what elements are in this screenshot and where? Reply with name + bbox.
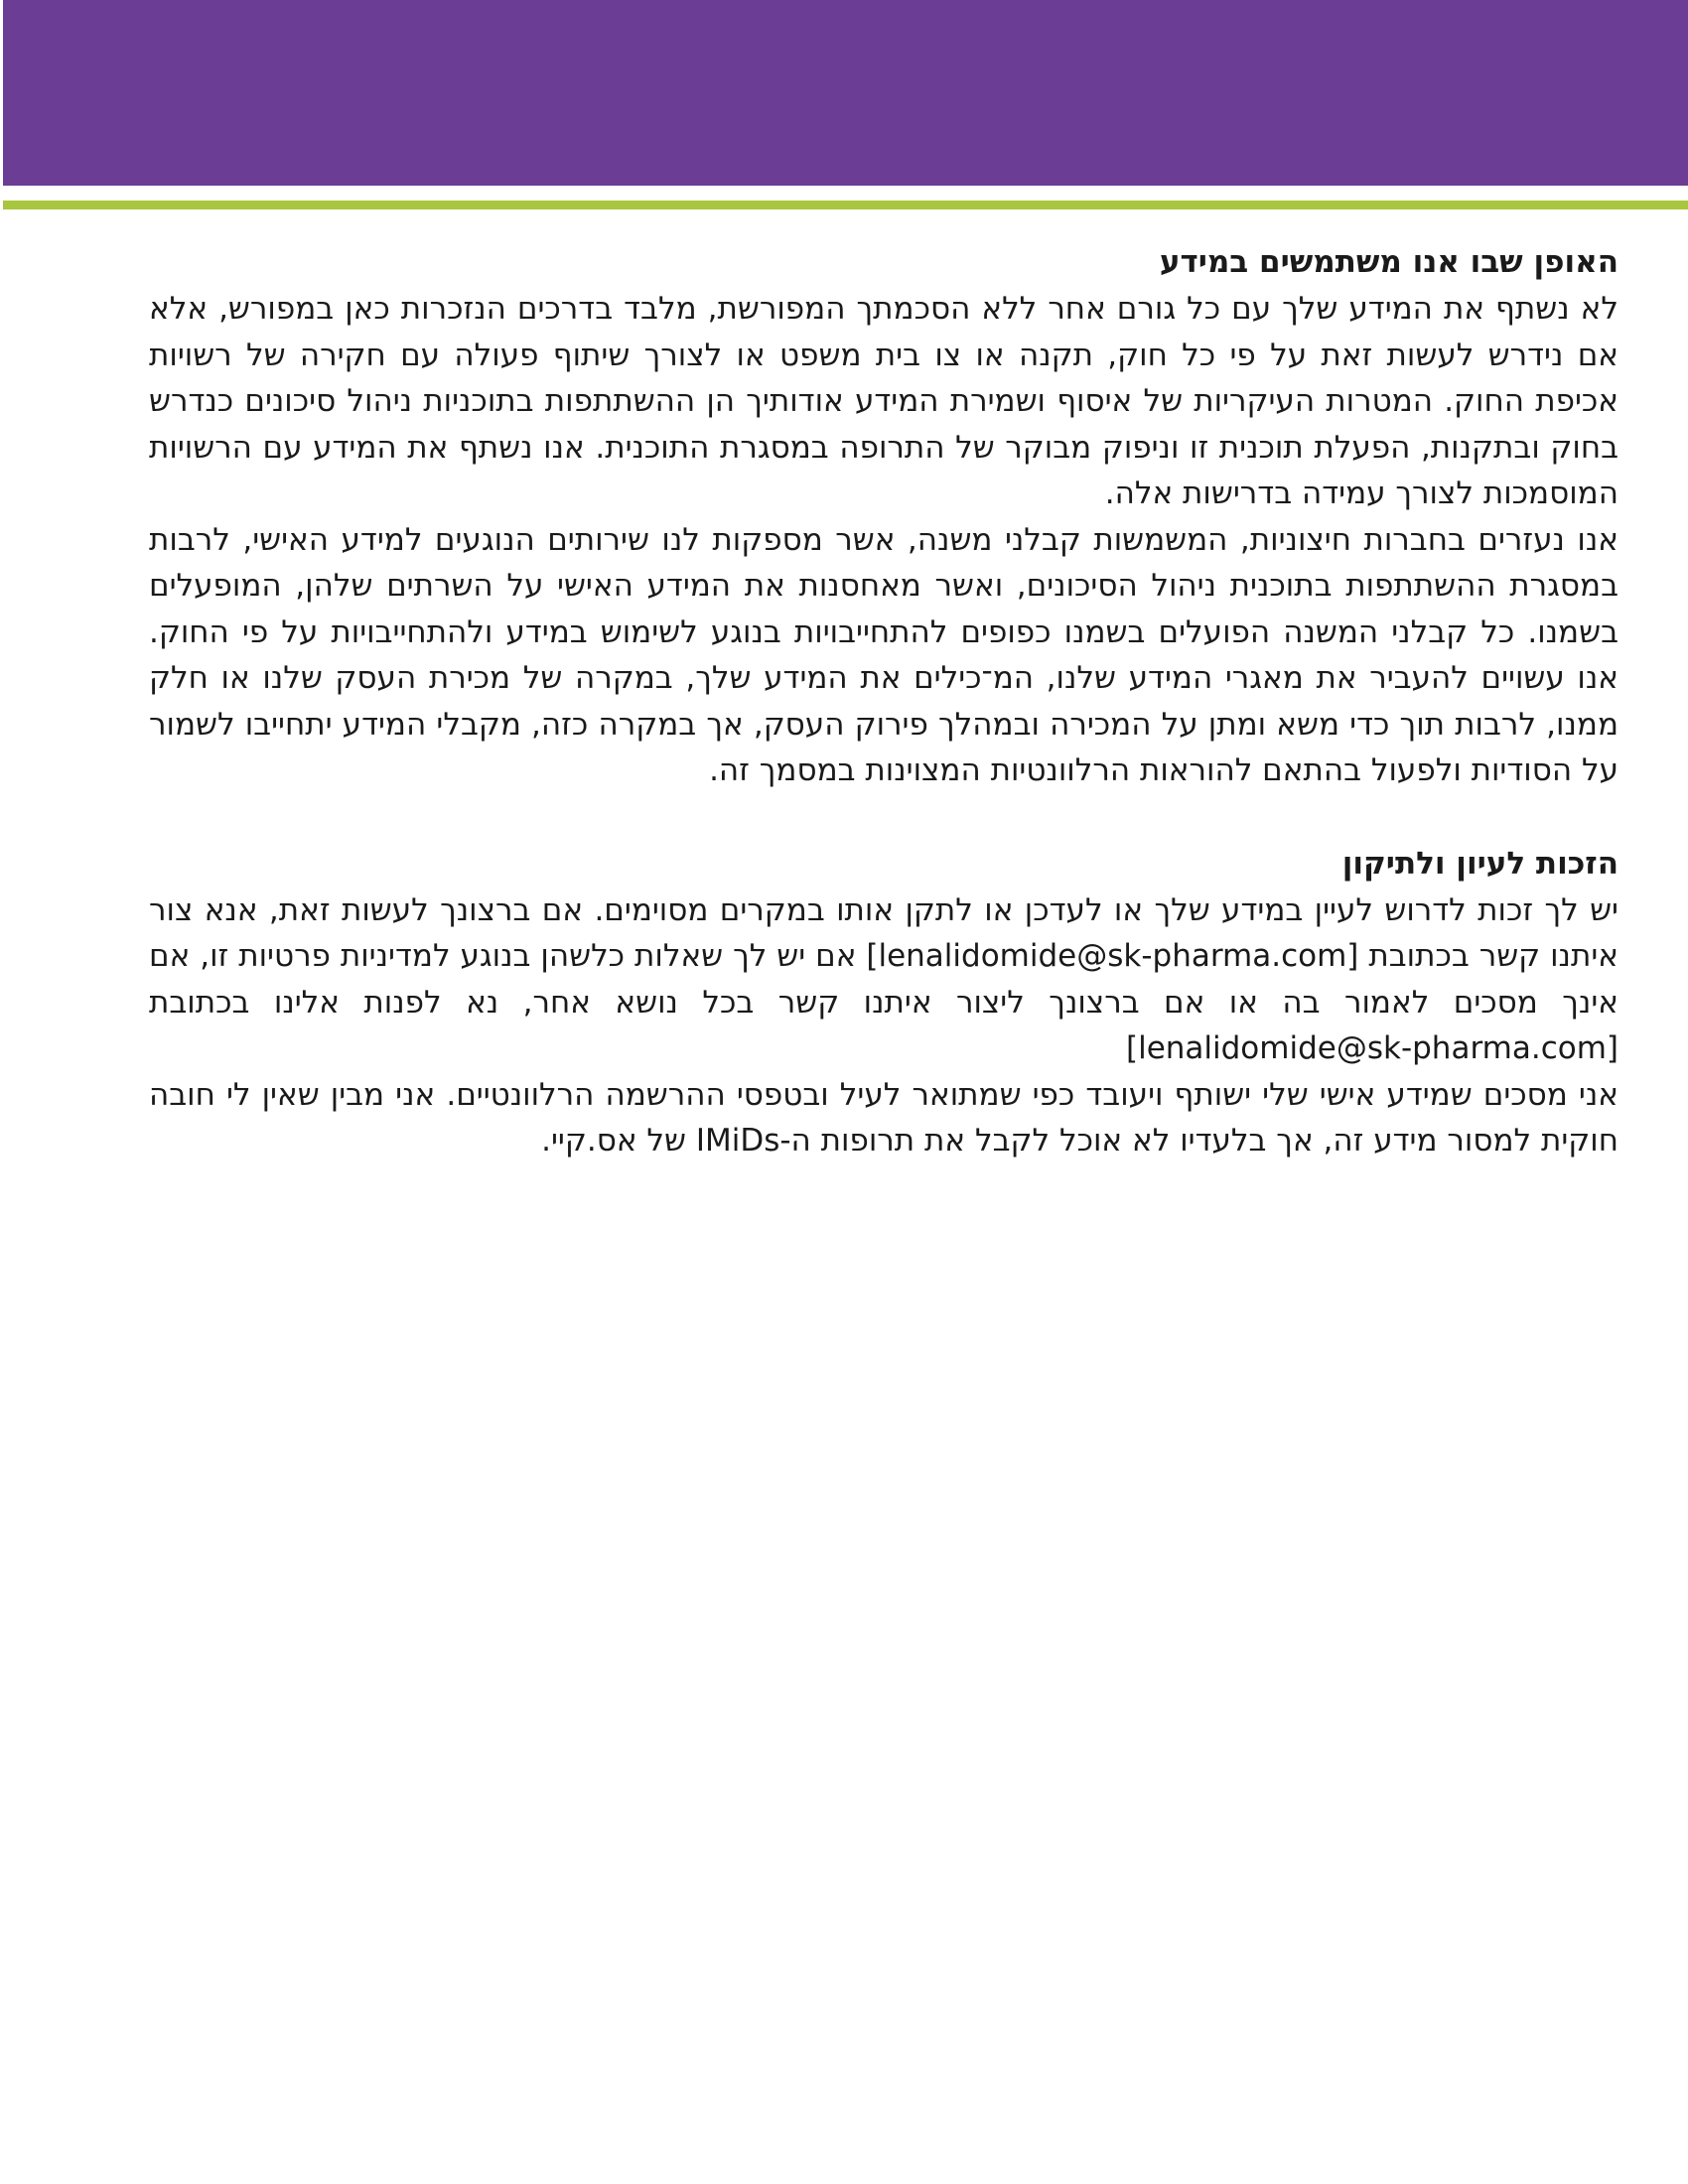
questions-text: אם יש לך שאלות כלשהן בנוגע למדיניות פרטיות זו, אם אינך מסכים לאמור בה או אם ברצונך ליצור איתנו קשר בכל נושא אחר, נא לפנות אלינו בכתובת xyxy=(149,938,1618,1021)
section-heading-access-rights: הזכות לעיון ולתיקון xyxy=(1341,845,1618,882)
header-band xyxy=(3,0,1688,186)
paragraph-information-sharing: לא נשתף את המידע שלך עם כל גורם אחר ללא הסכמתך המפורשת, מלבד בדרכים הנזכרות כאן במפורש, אלא אם נידרש לעשות זאת על פי כל חוק, תקנה או צו בית משפט או לצורך שיתוף פעולה עם חקירה של רשויות אכיפת החוק. המטרות העיקריות של איסוף ושמירת המידע אודותיך הן ההשתתפות בתוכניות ניהול סיכונים כנדרש בחוק ובתקנות, הפעלת תוכנית זו וניפוק מבוקר של התרופה במסגרת התוכנית. אנו נשתף את המידע עם הרשויות המוסמכות לצורך עמידה בדרישות אלה. xyxy=(149,291,1618,511)
accent-divider xyxy=(3,201,1688,209)
section-spacer xyxy=(149,794,1618,840)
paragraph-access-rights xyxy=(149,887,1618,1072)
paragraph-subcontractors: אנו נעזרים בחברות חיצוניות, המשמשות קבלני משנה, אשר מספקות לנו שירותים הנוגעים למידע האישי, לרבות במסגרת ההשתתפות בתוכנית ניהול הסיכונים, ואשר מאחסנות את המידע האישי על השרתים שלהן, המופעלים בשמנו. כל קבלני המשנה הפועלים בשמנו כפופים להתחייבויות בנוגע לשימוש במידע ולהתחייבויות על פי החוק. אנו עשויים להעביר את מאגרי המידע שלנו, המ־כילים את המידע שלך, במקרה של מכירת העסק שלנו או חלק ממנו, לרבות תוך כדי משא ומתן על המכירה ובמהלך פירוק העסק, אך במקרה כזה, מקבלי המידע יתחייבו לשמור על הסודיות ולפעול בהתאם להוראות הרלוונטיות המצוינות במסמך זה. xyxy=(149,521,1618,788)
contact-email-link[interactable]: [lenalidomide@sk-pharma.com] xyxy=(866,938,1359,974)
access-rights-text: יש לך זכות לדרוש לעיין במידע שלך או לעדכן או לתקן אותו במקרים מסוימים. אם ברצונך לעשות זאת, אנא צור איתנו קשר בכתובת xyxy=(149,891,1618,974)
paragraph-consent: אני מסכים שמידע אישי שלי ישותף ויעובד כפי שמתואר לעיל ובטפסי ההרשמה הרלוונטיים. אני מבין שאין לי חובה חוקית למסור מידע זה, אך בלעדיו לא אוכל לקבל את תרופות ה-IMiDs של אס.קיי. xyxy=(149,1076,1618,1159)
contact-email-link-2[interactable]: [lenalidomide@sk-pharma.com] xyxy=(1125,1030,1618,1066)
document-body xyxy=(149,238,1618,1164)
section-heading-information-use: האופן שבו אנו משתמשים במידע xyxy=(1159,244,1618,280)
